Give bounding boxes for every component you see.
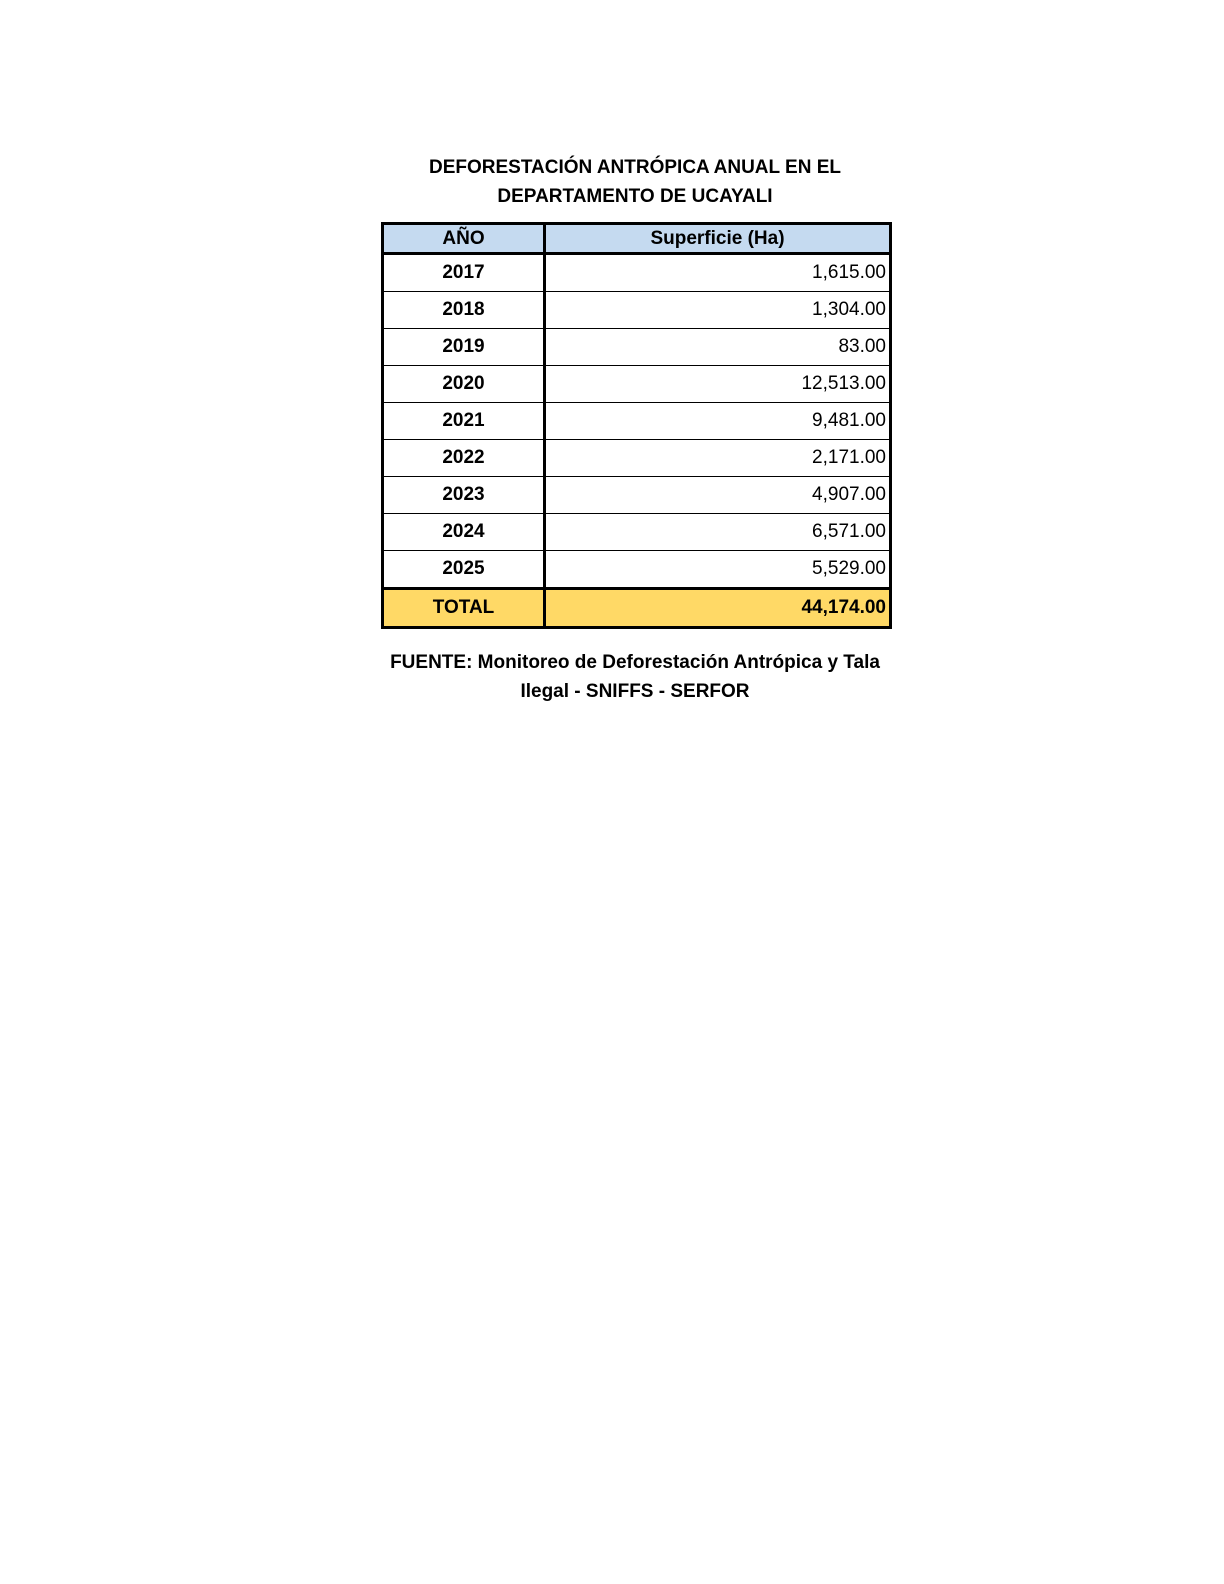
table-row (383, 477, 891, 514)
row-year: 2017 (383, 254, 545, 292)
header-area: Superficie (Ha) (545, 224, 891, 254)
header-year: AÑO (383, 224, 545, 254)
table-header-row (383, 224, 891, 254)
row-year: 2018 (383, 292, 545, 329)
deforestation-table-container (381, 222, 889, 629)
source-line-1: FUENTE: Monitoreo de Deforestación Antrópica y Tala (390, 652, 880, 673)
row-area: 9,481.00 (545, 403, 891, 440)
row-area: 6,571.00 (545, 514, 891, 551)
title-line-1: DEFORESTACIÓN ANTRÓPICA ANUAL EN EL (428, 157, 842, 178)
row-year: 2020 (383, 366, 545, 403)
table-row (383, 440, 891, 477)
table-row (383, 514, 891, 551)
table-row (383, 551, 891, 589)
source-note (371, 648, 899, 706)
table-row (383, 366, 891, 403)
row-area: 2,171.00 (545, 440, 891, 477)
title-line-2: DEPARTAMENTO DE UCAYALI (497, 186, 773, 207)
row-area: 4,907.00 (545, 477, 891, 514)
table-row (383, 292, 891, 329)
table-row (383, 329, 891, 366)
row-year: 2021 (383, 403, 545, 440)
row-year: 2019 (383, 329, 545, 366)
row-year: 2022 (383, 440, 545, 477)
total-row (383, 589, 891, 628)
source-line-2: Ilegal - SNIFFS - SERFOR (520, 681, 750, 702)
total-label: TOTAL (383, 589, 545, 628)
row-area: 1,304.00 (545, 292, 891, 329)
row-year: 2023 (383, 477, 545, 514)
total-value: 44,174.00 (545, 589, 891, 628)
row-area: 5,529.00 (545, 551, 891, 589)
deforestation-table (381, 222, 892, 629)
row-area: 1,615.00 (545, 254, 891, 292)
document-title (381, 153, 889, 211)
row-area: 83.00 (545, 329, 891, 366)
table-row (383, 403, 891, 440)
table-row (383, 254, 891, 292)
row-area: 12,513.00 (545, 366, 891, 403)
row-year: 2025 (383, 551, 545, 589)
row-year: 2024 (383, 514, 545, 551)
